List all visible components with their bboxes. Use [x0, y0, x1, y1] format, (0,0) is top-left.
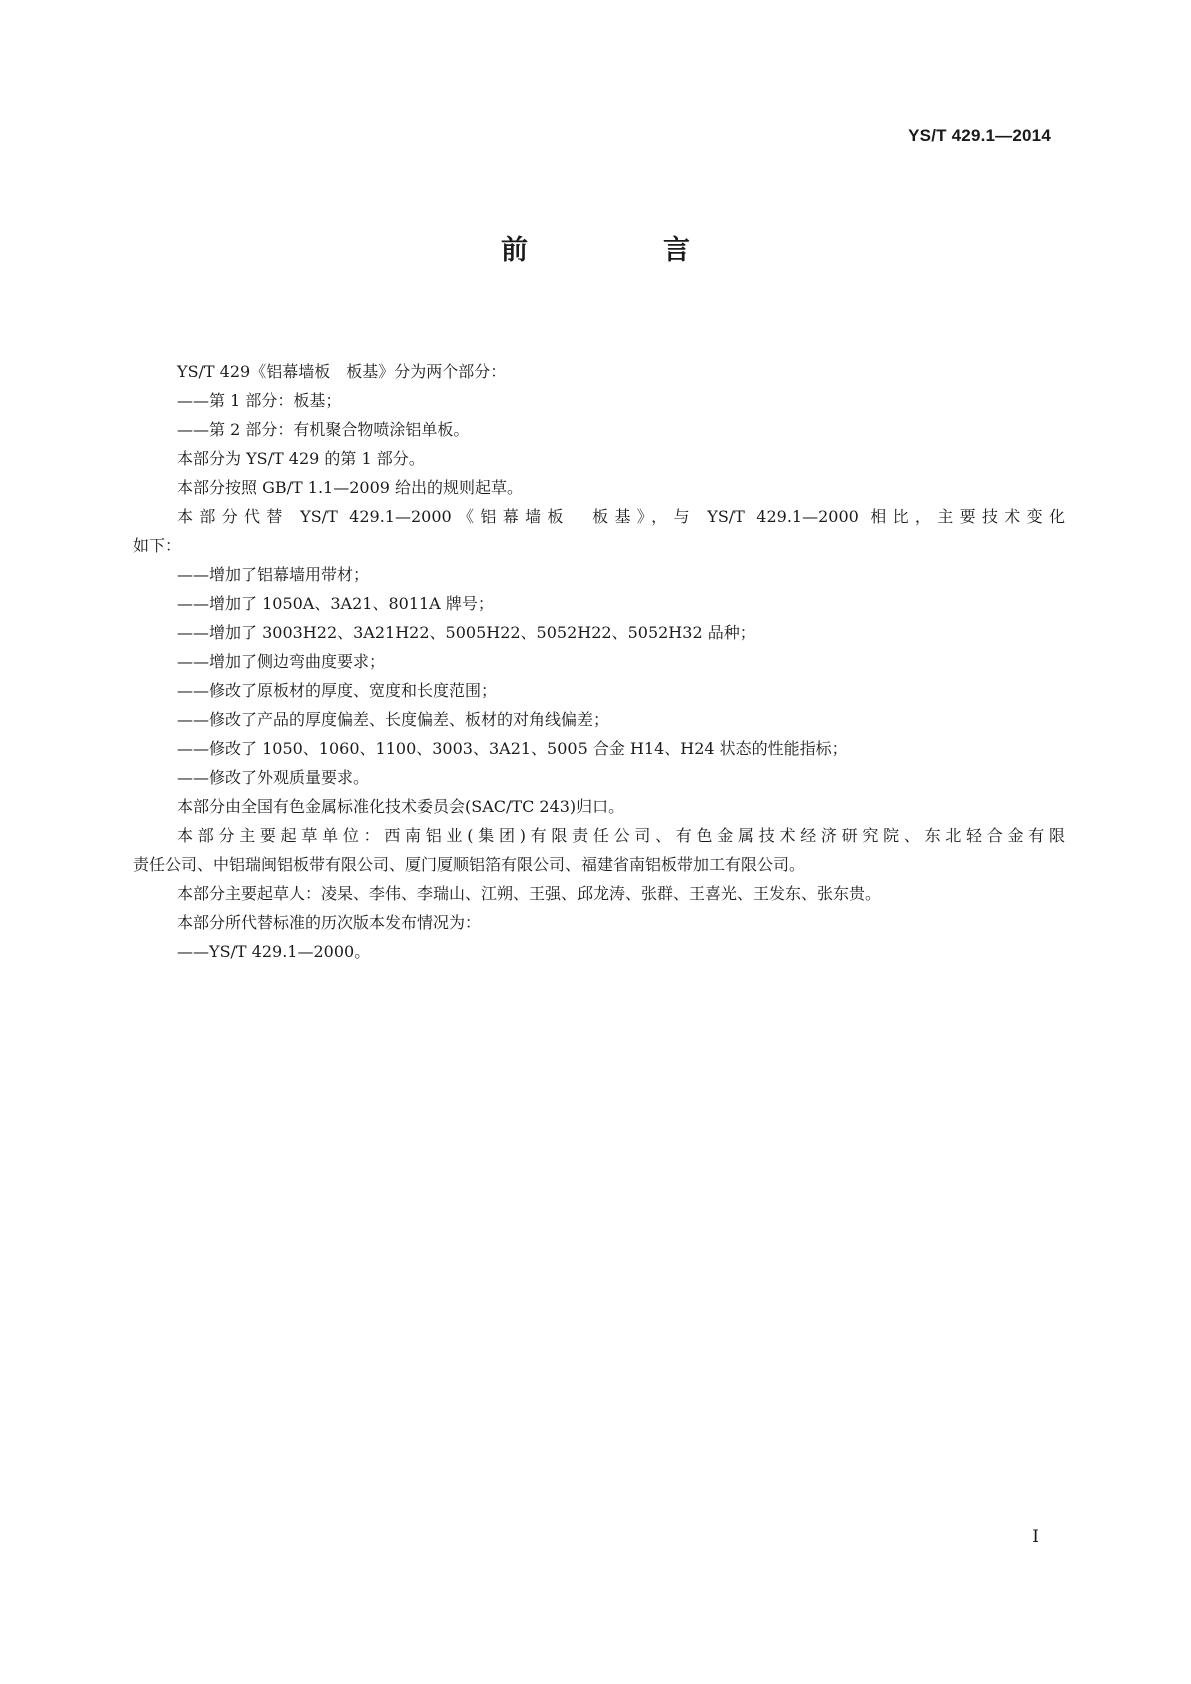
paragraph-structure: YS/T 429《铝幕墙板 板基》分为两个部分：	[177, 362, 507, 381]
paragraph-replaces: 本部分代替 YS/T 429.1—2000《铝幕墙板 板基》，与 YS/T 429.1—2000 相比，主要技术变化	[177, 507, 1065, 526]
foreword-body	[133, 357, 1065, 966]
list-item-change: ——增加了铝幕墙用带材；	[177, 565, 370, 584]
list-item-change: ——修改了 1050、1060、1100、3003、3A21、5005 合金 H14、H24 状态的性能指标；	[177, 739, 848, 758]
list-item-change: ——修改了产品的厚度偏差、长度偏差、板材的对角线偏差；	[177, 710, 610, 729]
list-item-change: ——增加了侧边弯曲度要求；	[177, 652, 386, 671]
paragraph-history: 本部分所代替标准的历次版本发布情况为：	[177, 913, 482, 932]
list-item-history: ——YS/T 429.1—2000。	[177, 942, 371, 961]
list-item-change: ——修改了原板材的厚度、宽度和长度范围；	[177, 681, 498, 700]
paragraph-committee: 本部分由全国有色金属标准化技术委员会(SAC/TC 243)归口。	[177, 797, 625, 816]
page-number: I	[1032, 1527, 1039, 1547]
paragraph-scope: 本部分为 YS/T 429 的第 1 部分。	[177, 449, 425, 468]
list-item-change: ——修改了外观质量要求。	[177, 768, 370, 787]
paragraph-drafting-rules: 本部分按照 GB/T 1.1—2009 给出的规则起草。	[177, 478, 524, 497]
paragraph-drafting-units: 本部分主要起草单位：西南铝业(集团)有限责任公司、有色金属技术经济研究院、东北轻合金有限	[177, 826, 1065, 845]
paragraph-drafters: 本部分主要起草人：凌杲、李伟、李瑞山、江朔、王强、邱龙涛、张群、王喜光、王发东、张东贵。	[177, 884, 882, 903]
list-item-part-1: ——第 1 部分：板基；	[177, 391, 342, 410]
paragraph-drafting-units-cont: 责任公司、中铝瑞闽铝板带有限公司、厦门厦顺铝箔有限公司、福建省南铝板带加工有限公司。	[133, 855, 806, 874]
standard-code: YS/T 429.1—2014	[908, 126, 1051, 145]
paragraph-replaces-cont: 如下：	[133, 536, 182, 555]
list-item-change: ——增加了 3003H22、3A21H22、5005H22、5052H22、5052H32 品种；	[177, 623, 756, 642]
page-title: 前 言	[501, 235, 744, 266]
list-item-change: ——增加了 1050A、3A21、8011A 牌号；	[177, 594, 494, 613]
list-item-part-2: ——第 2 部分：有机聚合物喷涂铝单板。	[177, 420, 470, 439]
